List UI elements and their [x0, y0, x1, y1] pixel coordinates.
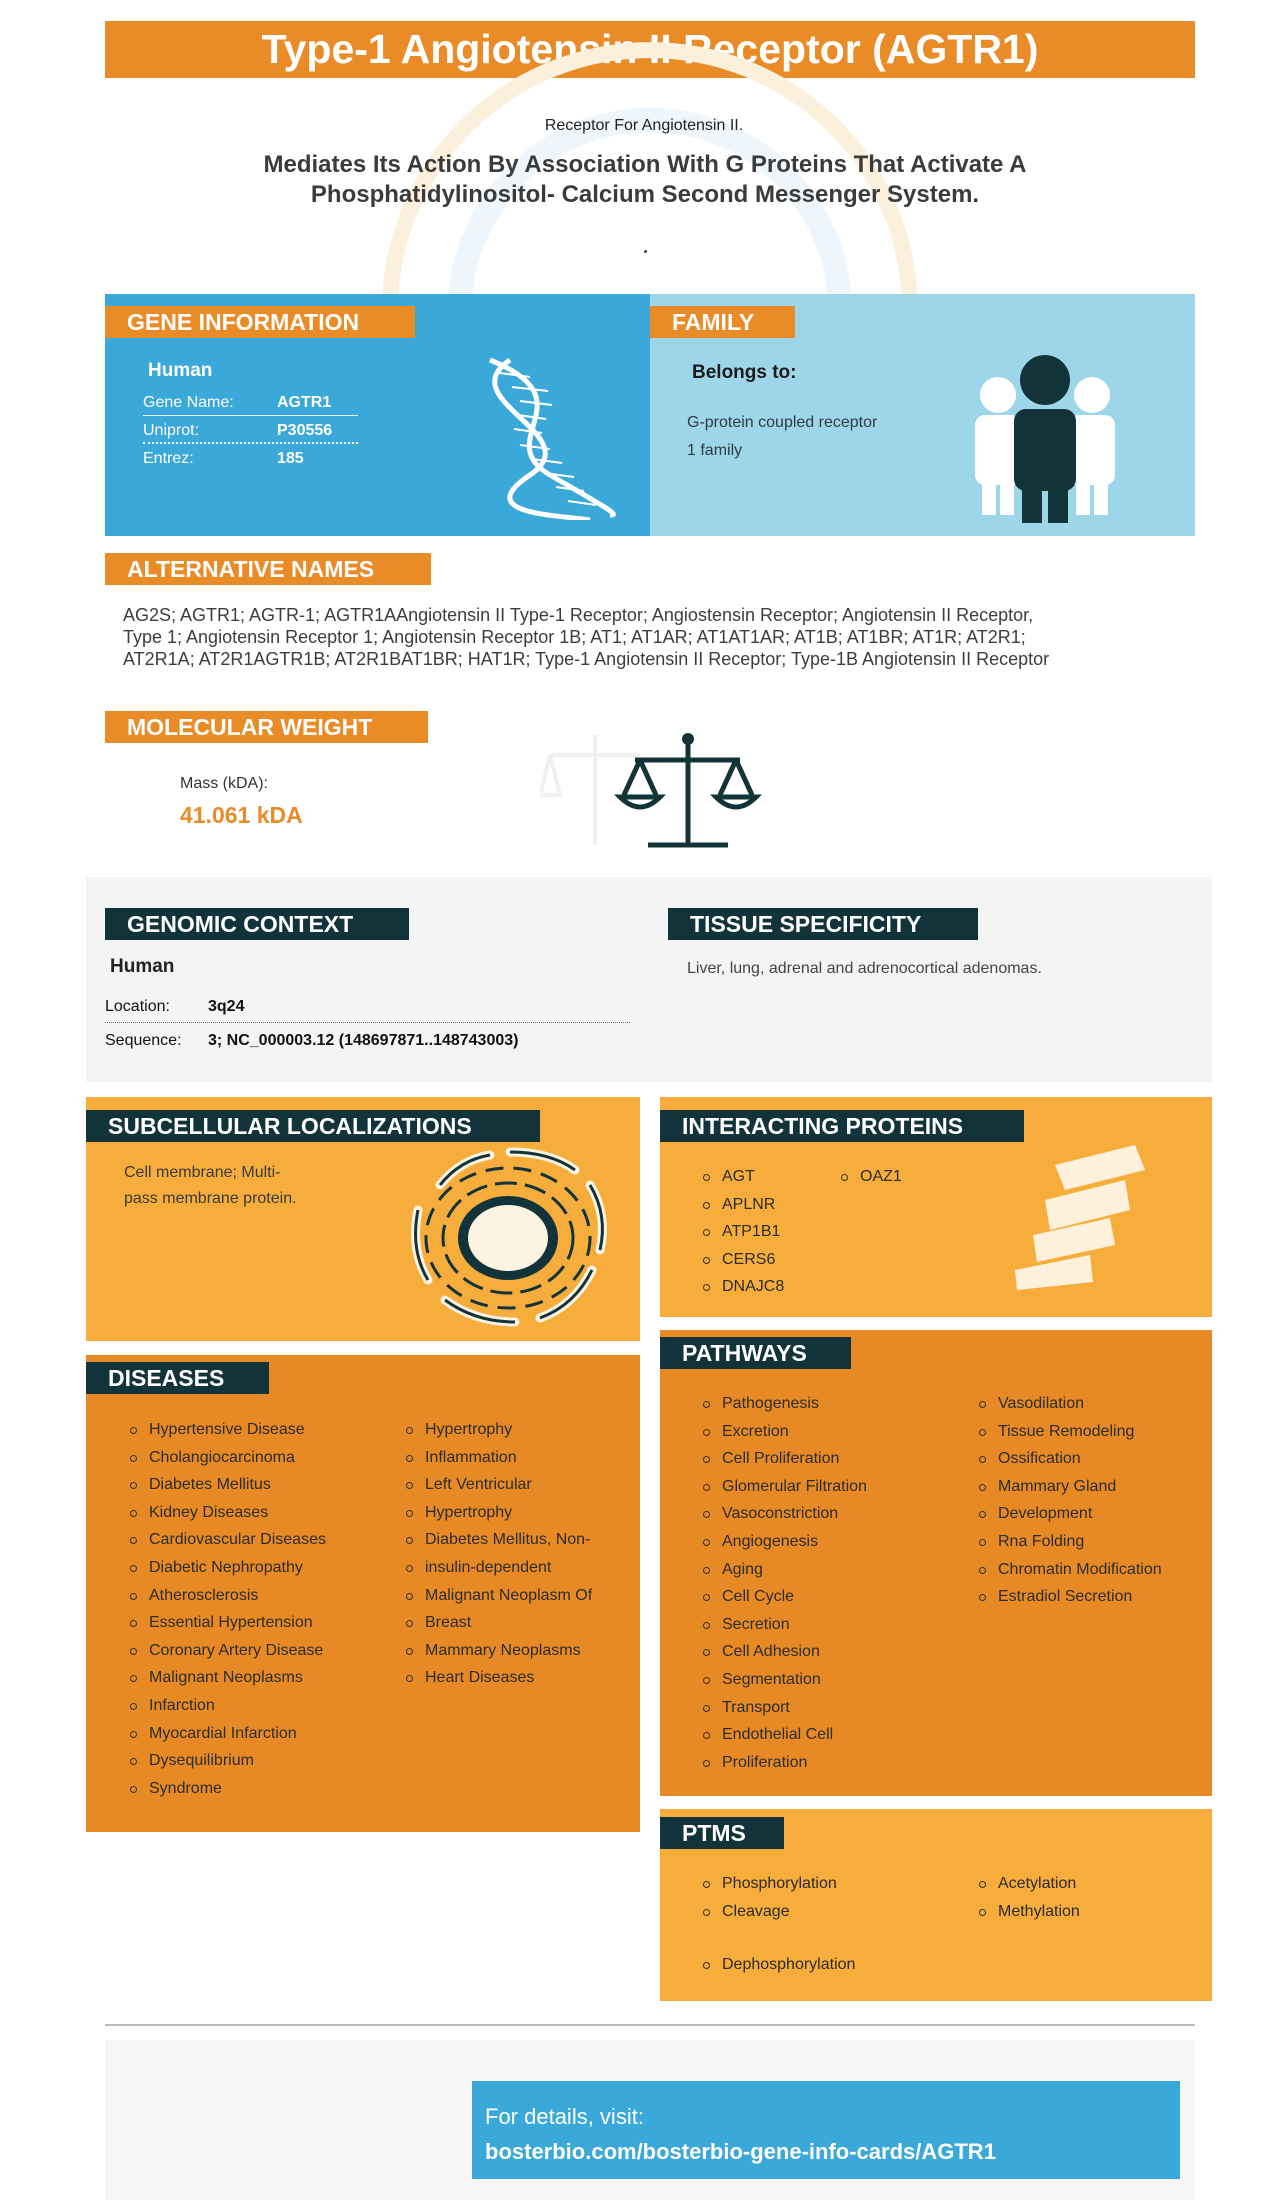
gene-information-heading: GENE INFORMATION — [105, 306, 415, 338]
list-item: Segmentation — [701, 1666, 961, 1694]
list-item: Proliferation — [701, 1749, 961, 1777]
list-item: Diabetes Mellitus — [128, 1471, 378, 1499]
list-item: Malignant Neoplasms — [128, 1664, 378, 1692]
list-item: Syndrome — [128, 1775, 378, 1803]
pathways-heading: PATHWAYS — [660, 1337, 851, 1369]
list-item: Vasoconstriction — [701, 1500, 961, 1528]
pathways-list-1 — [701, 1390, 961, 1776]
list-item: Excretion — [701, 1418, 961, 1446]
interacting-proteins-list-2 — [839, 1163, 959, 1191]
interacting-proteins-list-1 — [701, 1163, 841, 1301]
list-item: Tissue Remodeling — [977, 1418, 1207, 1446]
genomic-species: Human — [110, 956, 175, 977]
list-item: Aging — [701, 1556, 961, 1584]
list-item: AGT — [701, 1163, 841, 1191]
list-item: Methylation — [977, 1898, 1197, 1926]
gene-name-row: Gene Name: AGTR1 — [143, 390, 358, 416]
location-row: Location: 3q24 — [105, 991, 630, 1023]
balance-scale-icon — [540, 725, 790, 860]
list-item: ATP1B1 — [701, 1218, 841, 1246]
family-belongs-label: Belongs to: — [692, 362, 797, 383]
list-item: Cell Proliferation — [701, 1445, 961, 1473]
diseases-list-2 — [404, 1416, 634, 1692]
people-group-icon — [970, 355, 1120, 525]
subcellular-heading: SUBCELLULAR LOCALIZATIONS — [86, 1110, 540, 1142]
family-text: G-protein coupled receptor 1 family — [687, 414, 878, 459]
list-item: Transport — [701, 1694, 961, 1722]
family-heading: FAMILY — [650, 306, 795, 338]
list-item: Inflammation — [404, 1444, 634, 1472]
list-item: Cell Cycle — [701, 1583, 961, 1611]
dna-helix-icon — [470, 355, 620, 520]
list-item: Hypertrophy — [404, 1416, 634, 1444]
diseases-list-1 — [128, 1416, 378, 1802]
uniprot-row: Uniprot: P30556 — [143, 418, 358, 444]
list-item: Malignant Neoplasm Of — [404, 1582, 634, 1610]
list-item: Coronary Artery Disease — [128, 1637, 378, 1665]
gene-species: Human — [148, 360, 213, 381]
list-item: Cell Adhesion — [701, 1638, 961, 1666]
ptms-heading: PTMS — [660, 1817, 784, 1849]
list-item: Secretion — [701, 1611, 961, 1639]
gene-subtitle: Receptor For Angiotensin II. — [544, 117, 744, 134]
list-item: Dysequilibrium — [128, 1747, 378, 1775]
alternative-names-text: AG2S; AGTR1; AGTR-1; AGTR1AAngiotensin II Type-1 Receptor; Angiostensin Receptor; Angiotensin II Receptor, Type 1; Angiotensin Receptor 1; Angiotensin Receptor 1B; AT1; AT1AR; AT1AT1AR; AT1B; AT1BR; AT1R; AT2R1; AT2R1A; AT2R1AGTR1B; AT2R1BAT1BR; HAT1R; Type-1 Angiotensin II Receptor; Type-1B Angiotensin II Receptor — [123, 605, 1050, 669]
list-item: Atherosclerosis — [128, 1582, 378, 1610]
tissue-specificity-heading: TISSUE SPECIFICITY — [668, 908, 978, 940]
list-item: Acetylation — [977, 1870, 1197, 1898]
sequence-row: Sequence: 3; NC_000003.12 (148697871..148743003) — [105, 1032, 519, 1049]
list-item: Myocardial Infarction — [128, 1720, 378, 1748]
list-item: Essential Hypertension — [128, 1609, 378, 1637]
list-item: Mammary Neoplasms — [404, 1637, 634, 1665]
subcellular-text: Cell membrane; Multi- pass membrane protein. — [124, 1164, 297, 1207]
molecular-weight-heading: MOLECULAR WEIGHT — [105, 711, 428, 743]
ptms-list-1 — [701, 1870, 961, 1925]
list-item: Chromatin Modification — [977, 1556, 1207, 1584]
footer-divider — [105, 2024, 1195, 2026]
tissue-specificity-text: Liver, lung, adrenal and adrenocortical adenomas. — [687, 960, 1042, 977]
list-item: Development — [977, 1500, 1207, 1528]
list-item: Endothelial Cell — [701, 1721, 961, 1749]
list-item: Vasodilation — [977, 1390, 1207, 1418]
list-item: Glomerular Filtration — [701, 1473, 961, 1501]
list-item: Estradiol Secretion — [977, 1583, 1207, 1611]
list-item: Diabetic Nephropathy — [128, 1554, 378, 1582]
list-item: Heart Diseases — [404, 1664, 634, 1692]
list-item: Phosphorylation — [701, 1870, 961, 1898]
page-title: Type-1 Angiotensin II Receptor (AGTR1) — [105, 21, 1195, 78]
cell-organelle-icon — [400, 1140, 615, 1330]
list-item: insulin-dependent — [404, 1554, 634, 1582]
mass-label: Mass (kDA): — [180, 775, 268, 792]
entrez-row: Entrez: 185 — [143, 450, 304, 467]
dot-mark — [644, 250, 647, 253]
list-item: Cleavage — [701, 1898, 961, 1926]
gene-function: Mediates Its Action By Association With G Proteins That Activate A Phosphatidylinositol- Calcium Second Messenger System. — [263, 151, 1027, 208]
footer-url-link[interactable]: bosterbio.com/bosterbio-gene-info-cards/AGTR1 — [485, 2139, 996, 2164]
ptms-list-2 — [977, 1870, 1197, 1925]
list-item: Infarction — [128, 1692, 378, 1720]
list-item: APLNR — [701, 1191, 841, 1219]
protein-ribbon-icon — [1005, 1140, 1155, 1295]
footer-link-box[interactable] — [472, 2081, 1180, 2179]
mass-value: 41.061 kDA — [180, 802, 303, 828]
footer-label: For details, visit: — [485, 2104, 644, 2129]
ptms-list-3 — [701, 1951, 961, 1979]
list-item: DNAJC8 — [701, 1273, 841, 1301]
list-item: Left Ventricular — [404, 1471, 634, 1499]
list-item: Angiogenesis — [701, 1528, 961, 1556]
list-item: OAZ1 — [839, 1163, 959, 1191]
list-item: Diabetes Mellitus, Non- — [404, 1526, 634, 1554]
pathways-list-2 — [977, 1390, 1207, 1611]
list-item: Mammary Gland — [977, 1473, 1207, 1501]
list-item: Hypertrophy — [404, 1499, 634, 1527]
list-item: Hypertensive Disease — [128, 1416, 378, 1444]
list-item: Dephosphorylation — [701, 1951, 961, 1979]
list-item: Rna Folding — [977, 1528, 1207, 1556]
list-item: CERS6 — [701, 1246, 841, 1274]
interacting-proteins-heading: INTERACTING PROTEINS — [660, 1110, 1024, 1142]
list-item: Pathogenesis — [701, 1390, 961, 1418]
list-item: Ossification — [977, 1445, 1207, 1473]
list-item: Cholangiocarcinoma — [128, 1444, 378, 1472]
list-item: Cardiovascular Diseases — [128, 1526, 378, 1554]
diseases-heading: DISEASES — [86, 1362, 269, 1394]
list-item: Breast — [404, 1609, 634, 1637]
genomic-context-heading: GENOMIC CONTEXT — [105, 908, 409, 940]
list-item: Kidney Diseases — [128, 1499, 378, 1527]
alternative-names-heading: ALTERNATIVE NAMES — [105, 553, 431, 585]
